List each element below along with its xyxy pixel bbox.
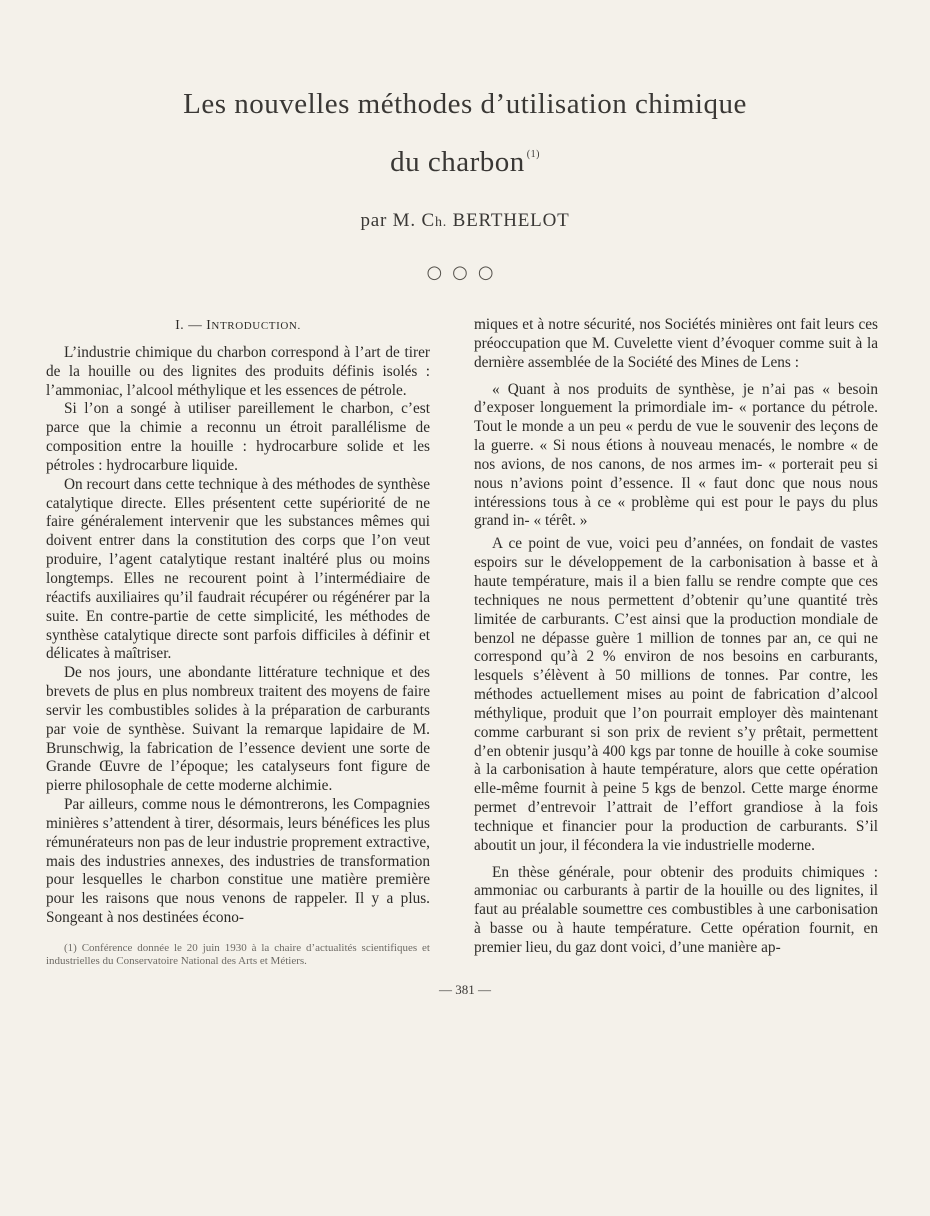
article-title-line-2 [0, 146, 930, 179]
byline-initial: C [421, 210, 435, 231]
page-number: — 381 — [439, 982, 491, 997]
byline-name: BERTHELOT [447, 210, 570, 231]
paragraph: Si l’on a songé à utiliser pareillement le charbon, c’est parce que la chimie a reconnu un étroit parallélisme de composition entre la houille : hydrocarbure solide et les pétroles : hydrocarbure liquide. [46, 400, 430, 474]
block-quote [474, 381, 878, 532]
paragraph: A ce point de vue, voici peu d’années, on fondait de vastes espoirs sur le développement de la carbonisation à basse et à haute température, mais il a bien fallu se rendre compte que ces techniques ne nous permettent d’obtenir qu’une quantité très limitée de carburants. C’est ainsi que la production mondiale de benzol ne dépasse guère 1 million de tonnes par an, ce qui ne correspond qu’à 2 % environ de nos besoins en carburants, lesquels s’élèvent à 50 millions de tonnes. Par contre, les méthodes actuellement mises au point de fabrication d’alcool méthylique, produit que l’on pourrait employer dès maintenant comme carburant si son prix de revient s’y prêtait, permettent d’en obtenir jusqu’à 400 kgs par tonne de houille à coke soumise à la carbonisation à haute température, alors que cette opération elle-même fournit à peine 5 kgs de benzol. Cette marge énorme permet d’entrevoir l’attrait de l’effort grandiose à la fois technique et financier pour la production de carburants. S’il aboutit un jour, il fécondera la vie industrielle moderne. [474, 535, 878, 854]
paragraph: On recourt dans cette technique à des méthodes de synthèse catalytique directe. Elles présentent cette supériorité de ne faire généralement intervenir que les substances mêmes qui doivent entrer dans la constitution des corps que l’on veut produire, l’agent catalytique restant inaltéré plus ou moins longtemps. Elles ne recourent point à l’intermédiaire de réactifs auxiliaires qu’il faudrait récupérer ou régénérer par la suite. En contre-partie de cette simplicité, les méthodes de synthèse catalytique directe sont parfois difficiles à définir et délicates à maîtriser. [46, 475, 430, 663]
paragraph: Par ailleurs, comme nous le démontrerons, les Compagnies minières s’attendent à tirer, désormais, leurs bénéfices les plus rémunérateurs non pas de leur industrie proprement extractive, mais des industries annexes, des industries de transformation pour lesquelles le charbon constitue une matière première pour les raisons que nous venons de rappeler. Il y a plus. Songeant à nos destinées écono- [46, 796, 430, 927]
section-heading [46, 316, 430, 336]
left-column [46, 316, 430, 928]
section-heading-smallcaps: NTRODUCTION. [211, 320, 301, 332]
author-byline [0, 210, 930, 232]
footnote: (1) Conférence donnée le 20 juin 1930 à la chaire d’actualités scientifiques et industrielles du Conservatoire National des Arts et Métiers. [46, 942, 430, 967]
paragraph: De nos jours, une abondante littérature technique et des brevets de plus en plus nombreux traitent des moyens de faire servir les combustibles solides à la préparation de carburants par voie de synthèse. Suivant la remarque lapidaire de M. Brunschwig, la fabrication de l’essence devient une sorte de Grande Œuvre de l’époque; les catalyseurs font figure de pierre philosophale de cette moderne alchimie. [46, 664, 430, 795]
quote-text: « Quant à nos produits de synthèse, je n’ai pas « besoin d’exposer longuement la primordiale im- « portance du pétrole. Tout le monde a un peu « perdu de vue le souvenir des leçons de la guerre. « Si nous étions à nouveau menacés, le nombre « de nos avions, de nos canons, de nos armes im- « porterait peu si nous n’avions point d’essence. Il « faut donc que nous nous intéressions tous à ce « problème qui est pour le pays du plus grand in- « térêt. » [474, 380, 878, 530]
ornament-divider: ○○○ [426, 262, 504, 283]
paragraph: L’industrie chimique du charbon correspond à l’art de tirer de la houille ou des lignites des produits définis isolés : l’ammoniac, l’alcool méthylique et les essences de pétrole. [46, 343, 430, 399]
right-column [474, 316, 878, 958]
section-heading-number: I. — I [175, 317, 212, 332]
footnote-marker: (1) [526, 149, 540, 160]
article-title-line-1: Les nouvelles méthodes d’utilisation chimique [183, 88, 747, 120]
paragraph: En thèse générale, pour obtenir des produits chimiques : ammoniac ou carburants à partir de la houille ou des lignites, il faut au préalable soumettre ces combustibles à une carbonisation à basse ou à haute température. Cette opération fournit, en premier lieu, du gaz dont voici, d’une manière ap- [474, 863, 878, 956]
article-title-line-2-text: du charbon [390, 146, 525, 178]
paragraph: miques et à notre sécurité, nos Sociétés minières ont fait leurs ces préoccupation que M. Cuvelette vient d’évoquer comme suit à la dernière assemblée de la Société des Mines de Lens : [474, 316, 878, 371]
byline-prefix: par M. [360, 210, 422, 231]
byline-initial-smallcaps: h. [434, 215, 448, 230]
